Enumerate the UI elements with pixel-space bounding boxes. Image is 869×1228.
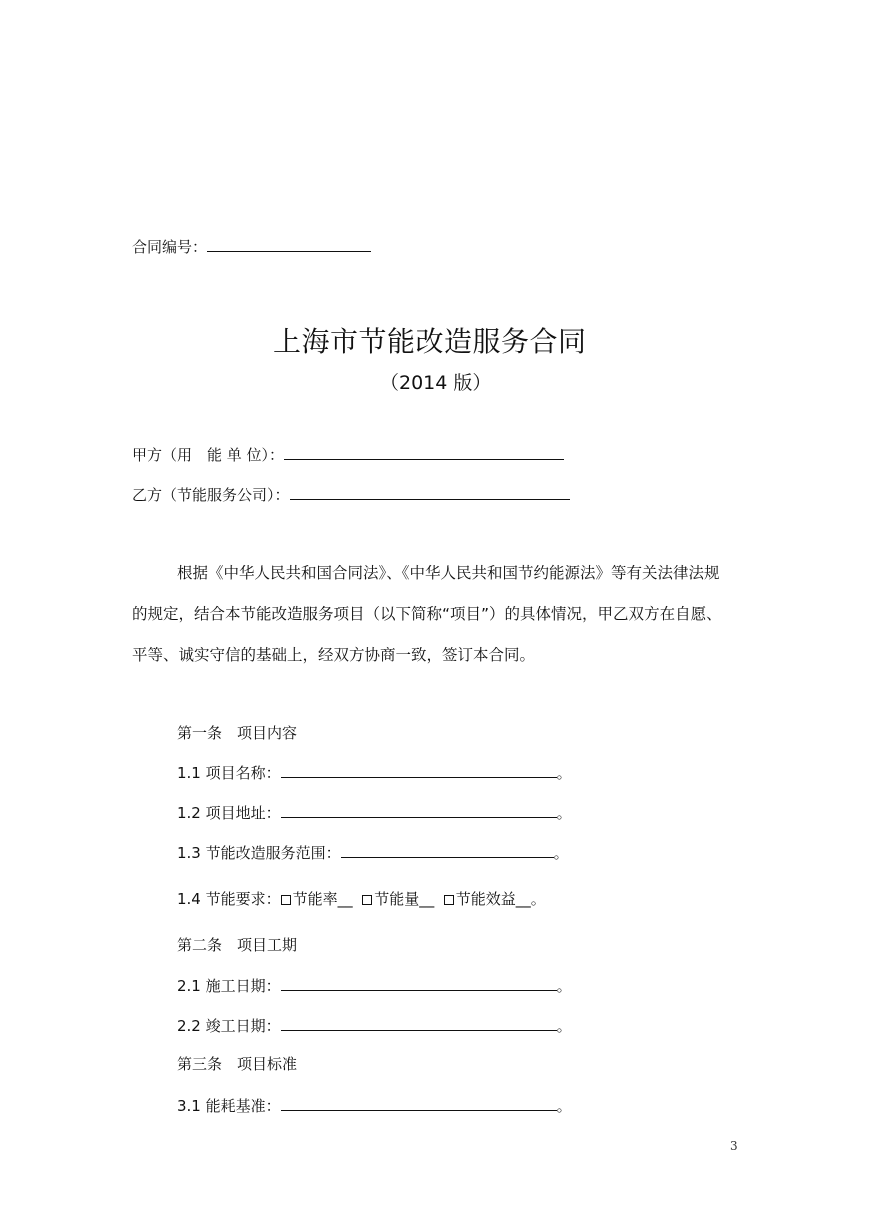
item-1-1-label: 1.1 项目名称： <box>177 764 281 782</box>
item-1-4 <box>177 888 546 909</box>
article-3-heading: 第三条 项目标准 <box>177 1055 298 1073</box>
contract-number-row <box>132 236 371 257</box>
item-1-2-label: 1.2 项目地址： <box>177 804 281 822</box>
end-mark: 。 <box>556 1017 572 1035</box>
item-2-2 <box>177 1015 572 1036</box>
contract-number-label: 合同编号： <box>132 238 208 256</box>
option-saving-benefit: 节能效益__。 <box>455 890 546 908</box>
project-address-field[interactable] <box>281 803 557 818</box>
energy-baseline-field[interactable] <box>281 1096 557 1111</box>
checkbox-saving-rate[interactable] <box>281 895 291 905</box>
document-version: （2014 版） <box>380 372 492 394</box>
party-a-label: 甲方（用 能 单 位）： <box>132 446 285 464</box>
item-1-2 <box>177 802 572 823</box>
item-2-1-label: 2.1 施工日期： <box>177 977 281 995</box>
contract-number-field[interactable] <box>207 237 371 252</box>
item-1-4-label: 1.4 节能要求： <box>177 890 281 908</box>
end-mark: 。 <box>556 804 572 822</box>
end-mark: 。 <box>553 844 569 862</box>
end-mark: 。 <box>556 764 572 782</box>
party-a-row <box>132 444 564 465</box>
item-1-3-label: 1.3 节能改造服务范围： <box>177 844 341 862</box>
item-3-1-label: 3.1 能耗基准： <box>177 1097 281 1115</box>
service-scope-field[interactable] <box>341 843 554 858</box>
item-2-1 <box>177 975 572 996</box>
item-1-1 <box>177 762 572 783</box>
construction-date-field[interactable] <box>281 976 557 991</box>
option-saving-rate: 节能率__ <box>292 890 353 908</box>
preamble-line-1: 根据《中华人民共和国合同法》、《中华人民共和国节约能源法》等有关法律法规 <box>177 564 720 582</box>
end-mark: 。 <box>556 1097 572 1115</box>
party-b-label: 乙方（节能服务公司）： <box>132 486 290 504</box>
preamble-line-2: 的规定，结合本节能改造服务项目（以下简称“项目”）的具体情况，甲乙双方在自愿、 <box>132 605 722 623</box>
item-3-1 <box>177 1095 572 1116</box>
checkbox-saving-benefit[interactable] <box>444 895 454 905</box>
item-2-2-label: 2.2 竣工日期： <box>177 1017 281 1035</box>
page-number: 3 <box>730 1139 738 1153</box>
party-b-row <box>132 484 570 505</box>
completion-date-field[interactable] <box>281 1016 557 1031</box>
party-b-field[interactable] <box>290 485 570 500</box>
document-title: 上海市节能改造服务合同 <box>273 325 587 358</box>
party-a-field[interactable] <box>284 445 564 460</box>
option-saving-amount: 节能量__ <box>374 890 435 908</box>
article-2-heading: 第二条 项目工期 <box>177 936 298 954</box>
project-name-field[interactable] <box>281 763 557 778</box>
item-1-3 <box>177 842 569 863</box>
article-1-heading: 第一条 项目内容 <box>177 724 298 742</box>
preamble-line-3: 平等、诚实守信的基础上，经双方协商一致，签订本合同。 <box>132 646 536 664</box>
end-mark: 。 <box>556 977 572 995</box>
checkbox-saving-amount[interactable] <box>362 895 372 905</box>
